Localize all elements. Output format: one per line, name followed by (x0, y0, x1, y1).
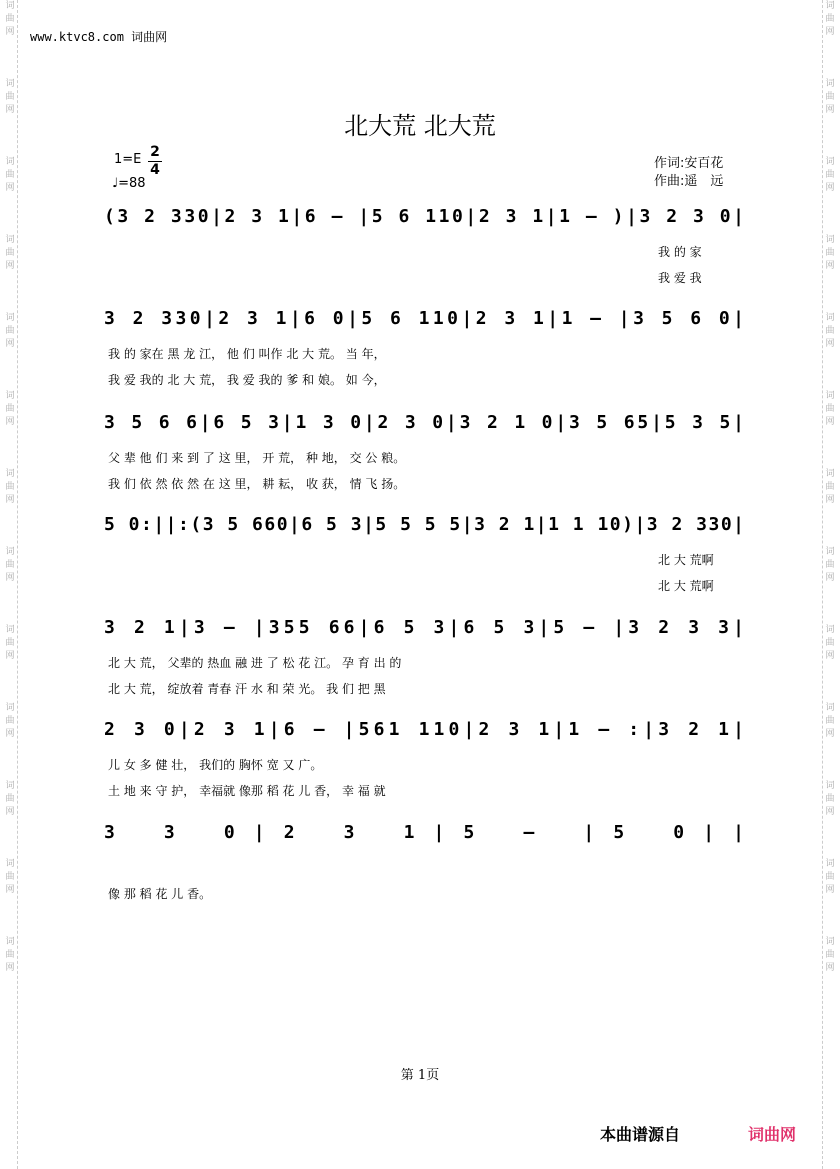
lyric-line: 北 大 荒， 绽放着 青春 汗 水 和 荣 光。 我 们 把 黑 (108, 682, 386, 696)
lyric-line: 父 辈 他 们 来 到 了 这 里， 开 荒， 种 地， 交 公 粮。 (108, 451, 406, 465)
time-sig-bottom: 4 (148, 161, 162, 179)
lyric-line: 我 爱 我的 北 大 荒， 我 爱 我的 爹 和 娘。 如 今， (108, 373, 386, 387)
score-row (104, 822, 744, 901)
notes-line: (3 2 330|2 3 1|6 – |5 6 110|2 3 1|1 – )|3 2 3 0| (104, 206, 745, 227)
score-row (104, 719, 744, 798)
score-row (104, 308, 744, 387)
lyricist: 作词:安百花 (654, 156, 724, 171)
notes-line: 3 5 6 6|6 5 3|1 3 0|2 3 0|3 2 1 0|3 5 65|5 3 5| (104, 412, 744, 433)
lyric-line: 北 大 荒， 父辈的 热血 融 进 了 松 花 江。 孕 育 出 的 (108, 656, 402, 670)
site-name: 词曲网 (131, 30, 168, 44)
notes-line: 3 2 330|2 3 1|6 0|5 6 110|2 3 1|1 – |3 5 6 0| (104, 308, 744, 329)
site-url[interactable]: www.ktvc8.com (30, 30, 124, 44)
source-label: 本曲谱源自 (600, 1125, 681, 1144)
score-row (104, 412, 744, 491)
notes-line: 3 2 1|3 – |355 66|6 5 3|6 5 3|5 – |3 2 3 3| (104, 617, 744, 638)
brand-link[interactable]: 词曲网 (748, 1125, 797, 1144)
lyric-line: 像 那 稻 花 儿 香。 (108, 887, 212, 901)
lyric-line: 北 大 荒啊 (658, 579, 714, 593)
lyric-line: 儿 女 多 健 壮， 我们的 胸怀 宽 又 广。 (108, 758, 323, 772)
left-watermark-strip: 词曲网 词曲网 词曲网 词曲网 词曲网 词曲网 词曲网 词曲网 词曲网 词曲网 词曲网 词曲网 词曲网 (3, 0, 18, 1169)
lyric-line: 我 的 家 (658, 245, 702, 259)
notes-line: 2 3 0|2 3 1|6 – |561 110|2 3 1|1 – :|3 2 1| (104, 719, 744, 740)
lyric-line: 我 爱 我 (658, 271, 702, 285)
lyric-line: 我 的 家在 黑 龙 江， 他 们 叫作 北 大 荒。 当 年， (108, 347, 386, 361)
song-title: 北大荒 北大荒 (344, 112, 496, 140)
key-label: 1=E (114, 152, 142, 167)
lyric-line: 我 们 依 然 依 然 在 这 里， 耕 耘， 收 获， 情 飞 扬。 (108, 477, 406, 491)
score-row (104, 206, 744, 285)
right-watermark-strip: 词曲网 词曲网 词曲网 词曲网 词曲网 词曲网 词曲网 词曲网 词曲网 词曲网 词曲网 词曲网 词曲网 (822, 0, 837, 1169)
lyric-line: 土 地 来 守 护， 幸福就 像那 稻 花 儿 香， 幸 福 就 (108, 784, 386, 798)
page-number: 第 1页 (400, 1068, 440, 1083)
quarter-note-icon: ♩ (112, 176, 119, 191)
lyric-line: 北 大 荒啊 (658, 553, 714, 567)
notes-line: 5 0:||:(3 5 660|6 5 3|5 5 5 5|3 2 1|1 1 10)|3 2 330| (104, 514, 744, 535)
time-sig-top: 2 (150, 144, 160, 160)
score-row (104, 514, 744, 593)
score-row (104, 617, 744, 696)
composer: 作曲:遥 远 (654, 174, 724, 189)
notes-line: 3 3 0|2 3 1|5 – |5 0|| (104, 822, 744, 843)
tempo-value: =88 (118, 176, 146, 191)
